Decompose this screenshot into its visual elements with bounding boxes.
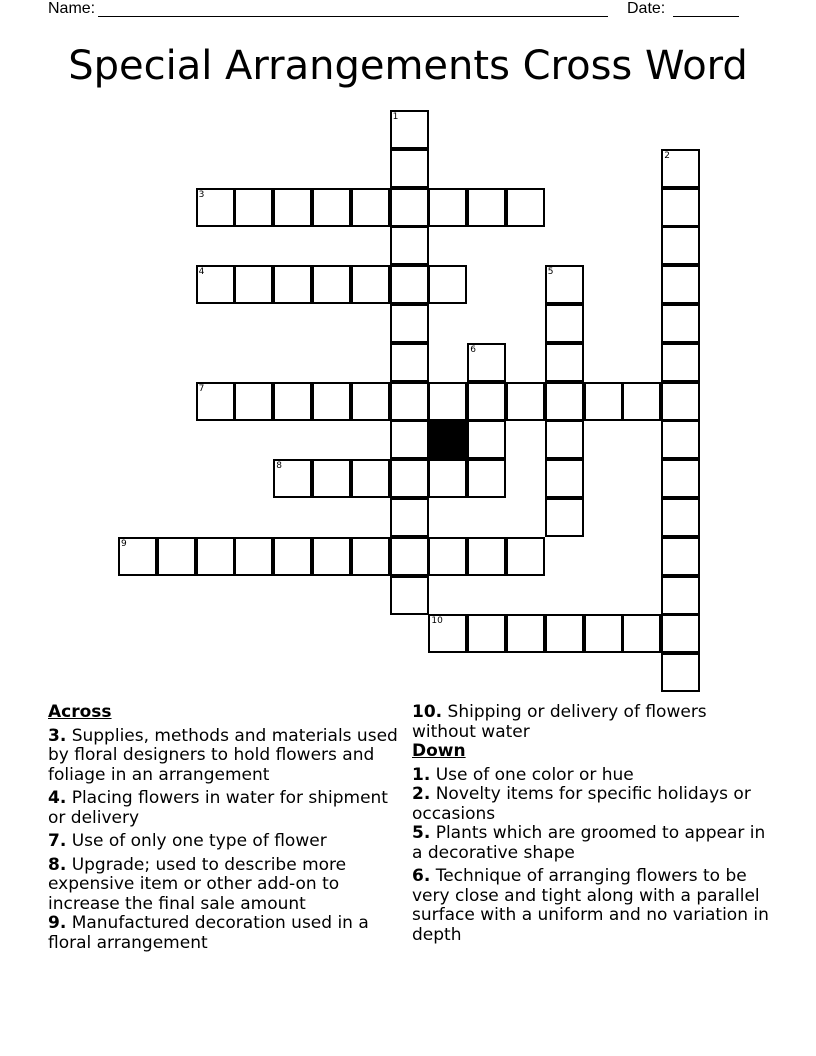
cell-number: 3 bbox=[198, 189, 205, 200]
clues-column-left bbox=[48, 703, 406, 953]
grid-cell[interactable] bbox=[157, 537, 196, 576]
grid-cell[interactable] bbox=[545, 498, 584, 537]
grid-cell[interactable] bbox=[351, 188, 390, 227]
grid-cell[interactable] bbox=[273, 382, 312, 421]
grid-cell[interactable] bbox=[545, 265, 584, 304]
grid-cell[interactable] bbox=[467, 382, 506, 421]
grid-cell[interactable] bbox=[312, 265, 351, 304]
date-label: Date: bbox=[627, 0, 666, 17]
grid-cell[interactable] bbox=[234, 537, 273, 576]
grid-cell[interactable] bbox=[661, 382, 700, 421]
grid-cell[interactable] bbox=[390, 304, 429, 343]
grid-cell[interactable] bbox=[467, 188, 506, 227]
clue-down-1: 1. Use of one color or hue bbox=[412, 764, 634, 785]
grid-cell[interactable] bbox=[467, 459, 506, 498]
grid-cell[interactable] bbox=[390, 149, 429, 188]
cell-number: 4 bbox=[198, 267, 205, 278]
grid-cell[interactable] bbox=[390, 110, 429, 149]
cell-number: 10 bbox=[431, 616, 443, 627]
grid-cell[interactable] bbox=[390, 498, 429, 537]
grid-cell[interactable] bbox=[506, 188, 545, 227]
black-cell bbox=[428, 420, 467, 459]
grid-cell[interactable] bbox=[390, 265, 429, 304]
clues-column-right bbox=[412, 703, 772, 945]
cell-number: 9 bbox=[121, 538, 127, 549]
grid-cell[interactable] bbox=[661, 226, 700, 265]
grid-cell[interactable] bbox=[196, 265, 235, 304]
clue-down-6: 6. Technique of arranging flowers to be very close and tight along with a parallel surface with a uniform and no variation in depth bbox=[412, 866, 769, 945]
grid-cell[interactable] bbox=[661, 343, 700, 382]
grid-cell[interactable] bbox=[118, 537, 157, 576]
clue-across-8: 8. Upgrade; used to describe more expensive item or other add-on to increase the final sale amount bbox=[48, 854, 347, 914]
page-title: Special Arrangements Cross Word bbox=[68, 43, 748, 89]
grid-cell[interactable] bbox=[390, 537, 429, 576]
grid-cell[interactable] bbox=[467, 343, 506, 382]
grid-cell[interactable] bbox=[390, 226, 429, 265]
grid-cell[interactable] bbox=[390, 382, 429, 421]
grid-cell[interactable] bbox=[273, 265, 312, 304]
grid-cell[interactable] bbox=[351, 382, 390, 421]
grid-cell[interactable] bbox=[428, 537, 467, 576]
grid-cell[interactable] bbox=[545, 420, 584, 459]
grid-cell[interactable] bbox=[390, 343, 429, 382]
grid-cell[interactable] bbox=[428, 459, 467, 498]
grid-cell[interactable] bbox=[428, 265, 467, 304]
grid-cell[interactable] bbox=[545, 343, 584, 382]
cell-number: 5 bbox=[547, 267, 554, 278]
clue-across-9: 9. Manufactured decoration used in a floral arrangement bbox=[48, 913, 369, 953]
grid-cell[interactable] bbox=[661, 420, 700, 459]
cell-number: 7 bbox=[198, 383, 205, 394]
grid-cell[interactable] bbox=[661, 576, 700, 615]
grid-cell[interactable] bbox=[506, 614, 545, 653]
grid-cell[interactable] bbox=[506, 537, 545, 576]
grid-cell[interactable] bbox=[661, 537, 700, 576]
grid-cell[interactable] bbox=[390, 420, 429, 459]
grid-cell[interactable] bbox=[390, 576, 429, 615]
grid-cell[interactable] bbox=[351, 459, 390, 498]
grid-cell[interactable] bbox=[622, 614, 661, 653]
grid-cell[interactable] bbox=[351, 265, 390, 304]
down-heading: Down bbox=[412, 741, 466, 761]
grid-cell[interactable] bbox=[545, 304, 584, 343]
grid-cell[interactable] bbox=[234, 188, 273, 227]
grid-cell[interactable] bbox=[390, 188, 429, 227]
grid-cell[interactable] bbox=[428, 382, 467, 421]
name-label: Name: bbox=[48, 0, 96, 17]
grid-cell[interactable] bbox=[428, 614, 467, 653]
clue-down-5: 5. Plants which are groomed to appear in a decorative shape bbox=[412, 823, 766, 863]
grid-cell[interactable] bbox=[312, 459, 351, 498]
grid-cell[interactable] bbox=[273, 537, 312, 576]
grid-cell[interactable] bbox=[661, 304, 700, 343]
grid-cell[interactable] bbox=[196, 188, 235, 227]
grid-cell[interactable] bbox=[390, 459, 429, 498]
grid-cell[interactable] bbox=[196, 382, 235, 421]
cell-number: 1 bbox=[392, 112, 399, 122]
grid-cell[interactable] bbox=[467, 537, 506, 576]
clue-across-10: 10. Shipping or delivery of flowers without water bbox=[412, 702, 707, 742]
grid-cell[interactable] bbox=[234, 382, 273, 421]
grid-cell[interactable] bbox=[661, 188, 700, 227]
grid-cell[interactable] bbox=[234, 265, 273, 304]
grid-cell[interactable] bbox=[273, 188, 312, 227]
clue-across-4: 4. Placing flowers in water for shipment or delivery bbox=[48, 788, 388, 828]
clue-down-2: 2. Novelty items for specific holidays or occasions bbox=[412, 784, 751, 824]
cell-number: 6 bbox=[470, 344, 476, 355]
grid-cell[interactable] bbox=[312, 537, 351, 576]
across-heading: Across bbox=[48, 702, 112, 722]
grid-cell[interactable] bbox=[584, 614, 623, 653]
grid-cell[interactable] bbox=[467, 420, 506, 459]
grid-cell[interactable] bbox=[661, 149, 700, 188]
clue-across-7: 7. Use of only one type of flower bbox=[48, 831, 327, 851]
grid-cell[interactable] bbox=[584, 382, 623, 421]
clue-across-3: 3. Supplies, methods and materials used by floral designers to hold flowers and foliage in an arrangement bbox=[48, 725, 398, 785]
grid-cell[interactable] bbox=[273, 459, 312, 498]
grid-cell[interactable] bbox=[312, 188, 351, 227]
cell-number: 8 bbox=[276, 461, 282, 472]
grid-cell[interactable] bbox=[622, 382, 661, 421]
grid-cell[interactable] bbox=[661, 653, 700, 692]
grid-cell[interactable] bbox=[545, 459, 584, 498]
grid-cell[interactable] bbox=[351, 537, 390, 576]
grid-cell[interactable] bbox=[545, 382, 584, 421]
grid-cell[interactable] bbox=[545, 614, 584, 653]
grid-cell[interactable] bbox=[661, 459, 700, 498]
cell-number: 2 bbox=[664, 150, 670, 161]
grid-cell[interactable] bbox=[661, 265, 700, 304]
grid-cell[interactable] bbox=[467, 614, 506, 653]
grid-cell[interactable] bbox=[196, 537, 235, 576]
grid-cell[interactable] bbox=[661, 614, 700, 653]
grid-cell[interactable] bbox=[661, 498, 700, 537]
grid-cell[interactable] bbox=[428, 188, 467, 227]
grid-cell[interactable] bbox=[312, 382, 351, 421]
grid-cell[interactable] bbox=[506, 382, 545, 421]
